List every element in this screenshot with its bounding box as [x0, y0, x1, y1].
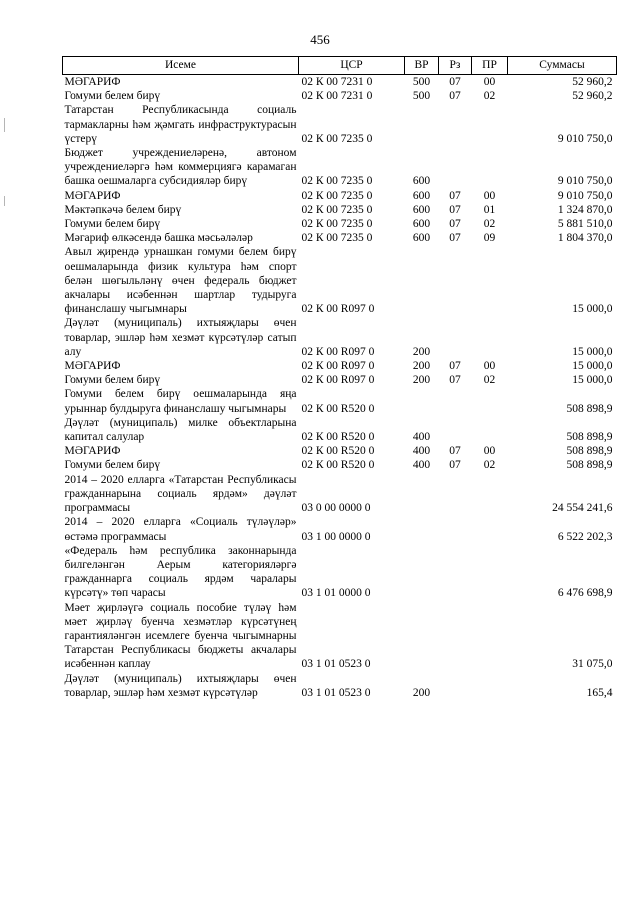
- table-row: [63, 373, 617, 387]
- cell-rz: 07: [449, 189, 461, 202]
- table-row: [63, 458, 617, 472]
- cell-vr: 600: [412, 175, 431, 188]
- cell-rz: 07: [449, 360, 461, 373]
- cell-csr: 02 К 00 R097 0: [301, 374, 375, 387]
- cell-pr: [472, 473, 508, 516]
- cell-name: МӘГАРИФ: [64, 445, 121, 458]
- cell-sum: 508 898,9: [566, 402, 613, 415]
- cell-vr: 600: [412, 203, 431, 216]
- cell-sum: 9 010 750,0: [557, 175, 613, 188]
- cell-rz: [439, 515, 472, 543]
- cell-vr: 500: [412, 76, 431, 88]
- cell-csr: 03 1 00 0000 0: [301, 530, 371, 543]
- cell-csr: 03 1 01 0523 0: [301, 686, 371, 699]
- cell-rz: 07: [449, 232, 461, 245]
- cell-pr: 02: [483, 90, 496, 103]
- cell-sum: 52 960,2: [572, 90, 613, 103]
- cell-csr: 02 К 00 R097 0: [301, 345, 375, 358]
- cell-name: Дәүләт (муниципаль) милке объектларына капитал салулар: [64, 416, 297, 444]
- cell-pr: 00: [483, 76, 496, 88]
- cell-vr: 200: [412, 374, 431, 387]
- cell-sum: 165,4: [586, 686, 613, 699]
- cell-vr: 600: [412, 189, 431, 202]
- cell-vr: [405, 515, 439, 543]
- budget-table: [62, 56, 617, 700]
- header-rz: Рз: [439, 57, 472, 75]
- cell-pr: [472, 672, 508, 700]
- cell-csr: 03 1 01 0523 0: [301, 658, 371, 671]
- cell-name: Мәгариф өлкәсендә башка мәсьәләләр: [64, 232, 253, 245]
- cell-sum: 15 000,0: [572, 303, 613, 316]
- cell-rz: [439, 316, 472, 359]
- table-row: [63, 444, 617, 458]
- cell-rz: 07: [449, 203, 461, 216]
- scan-margin-mark: [4, 118, 5, 132]
- table-row: [63, 103, 617, 146]
- cell-sum: 508 898,9: [566, 445, 613, 458]
- cell-vr: 400: [412, 459, 431, 472]
- cell-rz: [439, 387, 472, 415]
- cell-rz: [439, 103, 472, 146]
- cell-vr: 200: [412, 686, 431, 699]
- cell-rz: 07: [449, 374, 461, 387]
- cell-sum: 31 075,0: [572, 658, 613, 671]
- cell-csr: 02 К 00 7231 0: [301, 90, 373, 103]
- cell-vr: 500: [412, 90, 431, 103]
- cell-name: 2014 – 2020 елларга «Татарстан Республикасы гражданнарына социаль ярдәм» дәүләт программасы: [64, 473, 297, 515]
- cell-csr: 02 К 00 7235 0: [301, 175, 373, 188]
- table-row: [63, 316, 617, 359]
- table-row: [63, 245, 617, 316]
- cell-rz: [439, 672, 472, 700]
- cell-rz: 07: [449, 76, 461, 88]
- cell-sum: 52 960,2: [572, 76, 613, 88]
- table-row: [63, 189, 617, 203]
- cell-name: Дәүләт (муниципаль) ихтыяҗлары өчен товарлар, эшләр һәм хезмәт күрсәтүләр сатып алу: [64, 317, 297, 358]
- table-row: [63, 544, 617, 601]
- cell-vr: [405, 103, 439, 146]
- cell-csr: 02 К 00 7235 0: [301, 132, 373, 145]
- table-row: [63, 473, 617, 516]
- header-csr: ЦСР: [299, 57, 405, 75]
- cell-pr: [472, 387, 508, 415]
- cell-sum: 15 000,0: [572, 345, 613, 358]
- table-row: [63, 416, 617, 444]
- cell-pr: [472, 103, 508, 146]
- page-number: 456: [310, 32, 330, 47]
- cell-sum: 9 010 750,0: [557, 132, 613, 145]
- cell-pr: [472, 245, 508, 316]
- cell-sum: 508 898,9: [566, 459, 613, 472]
- table-row: [63, 217, 617, 231]
- table-row: [63, 89, 617, 103]
- cell-vr: [405, 387, 439, 415]
- cell-vr: 600: [412, 232, 431, 245]
- cell-vr: 200: [412, 360, 431, 373]
- cell-csr: 02 К 00 7235 0: [301, 232, 373, 245]
- table-row: [63, 387, 617, 415]
- cell-pr: [472, 601, 508, 672]
- cell-vr: 200: [412, 345, 431, 358]
- cell-rz: [439, 473, 472, 516]
- header-name: Исеме: [63, 57, 299, 75]
- cell-sum: 6 522 202,3: [557, 530, 613, 543]
- cell-name: Гомуми белем бирү: [64, 90, 161, 103]
- cell-csr: 02 К 00 7235 0: [301, 218, 373, 231]
- cell-csr: 02 К 00 R520 0: [301, 431, 375, 444]
- table-row: [63, 601, 617, 672]
- cell-vr: 400: [412, 431, 431, 444]
- cell-pr: [472, 544, 508, 601]
- cell-rz: 07: [449, 90, 461, 103]
- cell-csr: 02 К 00 7235 0: [301, 189, 373, 202]
- table-row: [63, 146, 617, 189]
- cell-pr: 02: [483, 218, 496, 231]
- cell-csr: 02 К 00 7235 0: [301, 203, 373, 216]
- cell-name: Мәктәпкәчә белем бирү: [64, 203, 182, 216]
- cell-vr: [405, 245, 439, 316]
- cell-csr: 03 1 01 0000 0: [301, 587, 371, 600]
- cell-name: МӘГАРИФ: [64, 360, 121, 373]
- cell-sum: 15 000,0: [572, 360, 613, 373]
- table-body: [63, 75, 617, 700]
- cell-name: МӘГАРИФ: [64, 76, 121, 88]
- cell-sum: 1 804 370,0: [557, 232, 613, 245]
- cell-pr: 01: [483, 203, 496, 216]
- table-header-row: [63, 57, 617, 75]
- cell-vr: [405, 473, 439, 516]
- table-row: [63, 359, 617, 373]
- cell-rz: [439, 416, 472, 444]
- cell-vr: 600: [412, 218, 431, 231]
- cell-name: 2014 – 2020 елларга «Социаль түләүләр» өстәмә программасы: [64, 516, 297, 543]
- header-vr: ВР: [405, 57, 439, 75]
- cell-csr: 02 К 00 7231 0: [301, 76, 373, 88]
- cell-rz: 07: [449, 459, 461, 472]
- cell-pr: [472, 316, 508, 359]
- cell-pr: [472, 146, 508, 189]
- cell-name: Мәет җирләүгә социаль пособие түләү һәм мәет җирләү буенча хезмәтләр күрсәтүнең гарантияләнгән исемлеге буенча чыгымнарны Татарстан Республикасы бюджеты акчалары исәбеннән каплау: [64, 601, 297, 671]
- cell-csr: 02 К 00 R097 0: [301, 303, 375, 316]
- cell-name: Гомуми белем бирү: [64, 374, 161, 387]
- cell-name: МӘГАРИФ: [64, 189, 121, 202]
- header-pr: ПР: [472, 57, 508, 75]
- header-sum: Суммасы: [508, 57, 617, 75]
- cell-name: Гомуми белем бирү: [64, 218, 161, 231]
- cell-rz: [439, 146, 472, 189]
- cell-sum: 508 898,9: [566, 431, 613, 444]
- cell-pr: 00: [483, 445, 496, 458]
- cell-pr: 02: [483, 459, 496, 472]
- cell-name: Гомуми белем бирү: [64, 459, 161, 472]
- cell-name: Бюджет учреждениеләренә, автоном учреждениеләргә һәм коммерциягә карамаган башка оешмаларга субсидияләр бирү: [64, 147, 297, 188]
- cell-csr: 02 К 00 R520 0: [301, 445, 375, 458]
- cell-sum: 24 554 241,6: [552, 502, 613, 515]
- cell-sum: 6 476 698,9: [557, 587, 613, 600]
- cell-pr: [472, 515, 508, 543]
- cell-vr: [405, 601, 439, 672]
- cell-pr: 00: [483, 189, 496, 202]
- cell-pr: 09: [483, 232, 496, 245]
- cell-vr: 400: [412, 445, 431, 458]
- cell-csr: 03 0 00 0000 0: [301, 502, 371, 515]
- cell-sum: 5 881 510,0: [557, 218, 613, 231]
- cell-rz: 07: [449, 445, 461, 458]
- cell-sum: 9 010 750,0: [557, 189, 613, 202]
- cell-csr: 02 К 00 R520 0: [301, 459, 375, 472]
- cell-name: Дәүләт (муниципаль) ихтыяҗлары өчен товарлар, эшләр һәм хезмәт күрсәтүләр: [64, 672, 297, 699]
- cell-name: Гомуми белем бирү оешмаларында яңа урыннар булдыруга финанслашу чыгымнары: [64, 388, 297, 415]
- cell-rz: 07: [449, 218, 461, 231]
- cell-vr: [405, 544, 439, 601]
- cell-name: Авыл җирендә урнашкан гомуми белем бирү оешмаларында физик культура һәм спорт белән шөгыльләнү өчен федераль бюджет акчалары исәбеннән шартлар тудыруга финанслашу чыгымнары: [64, 246, 297, 316]
- table-row: [63, 203, 617, 217]
- cell-rz: [439, 601, 472, 672]
- cell-csr: 02 К 00 R097 0: [301, 360, 375, 373]
- table-row: [63, 515, 617, 543]
- cell-name: Татарстан Республикасында социаль тармакларны һәм җәмгать инфраструктурасын үстерү: [64, 104, 297, 145]
- scan-margin-mark: [4, 196, 5, 206]
- cell-pr: [472, 416, 508, 444]
- cell-rz: [439, 544, 472, 601]
- cell-pr: 00: [483, 360, 496, 373]
- table-row: [63, 231, 617, 245]
- cell-sum: 15 000,0: [572, 374, 613, 387]
- cell-sum: 1 324 870,0: [557, 203, 613, 216]
- table-row: [63, 75, 617, 90]
- cell-csr: 02 К 00 R520 0: [301, 402, 375, 415]
- cell-pr: 02: [483, 374, 496, 387]
- table-row: [63, 672, 617, 700]
- cell-rz: [439, 245, 472, 316]
- cell-name: «Федераль һәм республика законнарында билгеләнгән Аерым категорияләргә гражданнарга социаль ярдәм чаралары күрсәтү» төп чарасы: [64, 544, 297, 600]
